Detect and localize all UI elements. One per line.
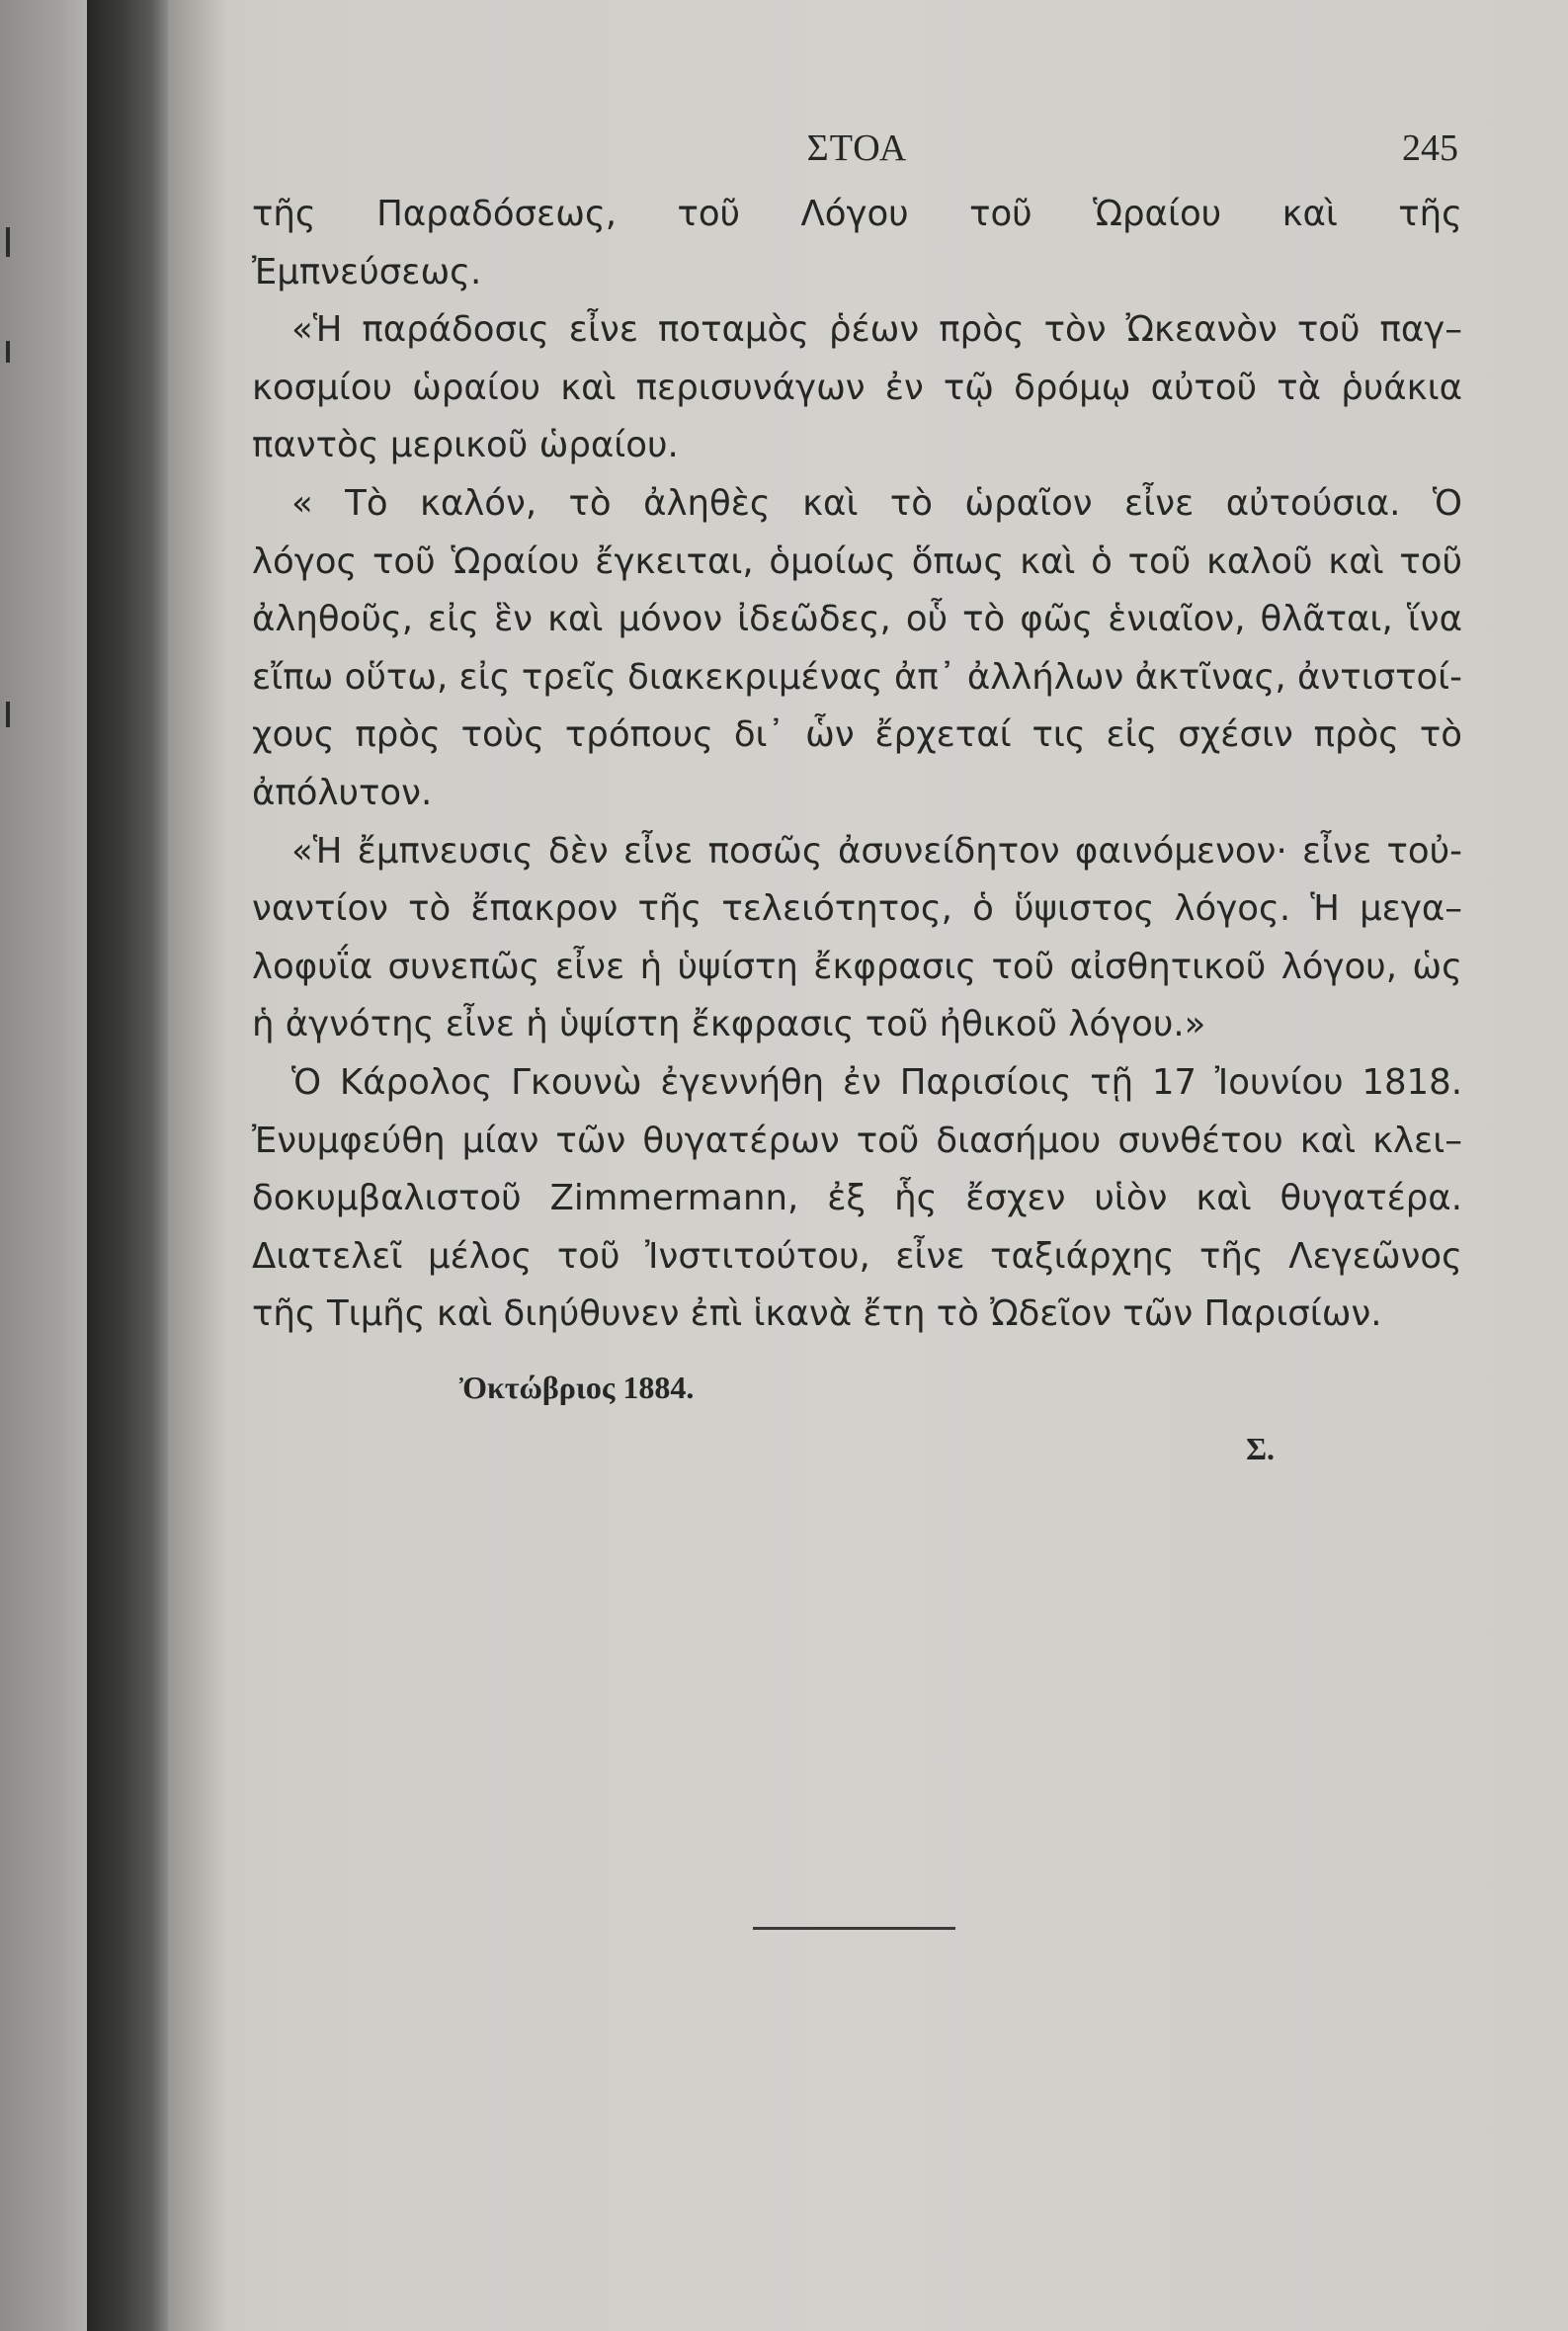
end-rule <box>753 1927 955 1930</box>
text-line: χους πρὸς τοὺς τρόπους δι᾽ ὧν ἔρχεταί τις εἰς σχέσιν πρὸς τὸ <box>252 714 1462 756</box>
text-line: « Τὸ καλόν, τὸ ἀληθὲς καὶ τὸ ὡραῖον εἶνε αὐτούσια. Ὁ <box>291 482 1462 524</box>
text-line: ναντίον τὸ ἔπακρον τῆς τελειότητος, ὁ ὕψιστος λόγος. Ἡ μεγα– <box>252 888 1462 930</box>
edge-mark <box>6 227 10 257</box>
text-line: δοκυμβαλιστοῦ Zimmermann, ἐξ ἧς ἔσχεν υἱὸν καὶ θυγατέρα. <box>252 1178 1462 1219</box>
text-line: παντὸς μερικοῦ ὡραίου. <box>252 425 679 466</box>
header-title: ΣΤΟΑ <box>806 127 908 169</box>
text-line: λόγος τοῦ Ὡραίου ἔγκειται, ὁμοίως ὅπως καὶ ὁ τοῦ καλοῦ καὶ τοῦ <box>252 541 1462 582</box>
text-line: λοφυΐα συνεπῶς εἶνε ἡ ὑψίστη ἔκφρασις τοῦ αἰσθητικοῦ λόγου, ὡς <box>252 946 1462 987</box>
text-line: Διατελεῖ μέλος τοῦ Ἰνστιτούτου, εἶνε ταξιάρχης τῆς Λεγεῶνος <box>252 1235 1462 1277</box>
body-text <box>252 186 1462 1344</box>
text-line: κοσμίου ὡραίου καὶ περισυνάγων ἐν τῷ δρόμῳ αὐτοῦ τὰ ῥυάκια <box>252 367 1462 408</box>
page-content <box>252 126 1462 1470</box>
text-line: Ἐνυμφεύθη μίαν τῶν θυγατέρων τοῦ διασήμου συνθέτου καὶ κλει– <box>252 1120 1462 1161</box>
text-line: «Ἡ ἔμπνευσις δὲν εἶνε ποσῶς ἀσυνείδητον φαινόμενον· εἶνε τοὐ- <box>291 830 1462 872</box>
text-line: Ὁ Κάρολος Γκουνὼ ἐγεννήθη ἐν Παρισίοις τῇ 17 Ἰουνίου 1818. <box>291 1061 1462 1103</box>
page-number: 245 <box>1402 127 1458 169</box>
edge-mark <box>6 702 10 727</box>
text-line: ἀληθοῦς, εἰς ἓν καὶ μόνον ἰδεῶδες, οὗ τὸ φῶς ἑνιαῖον, θλᾶται, ἵνα <box>252 599 1462 640</box>
text-line: ἀπόλυτον. <box>252 772 433 813</box>
author-signature: Σ. <box>1246 1430 1275 1466</box>
book-gutter <box>87 0 168 2331</box>
gutter-shadow <box>168 0 227 2331</box>
facing-page-edge <box>0 0 87 2331</box>
text-line: τῆς Παραδόσεως, τοῦ Λόγου τοῦ Ὡραίου καὶ τῆς <box>252 194 1462 234</box>
date-line: Ὀκτώβριος 1884. <box>459 1369 695 1405</box>
text-line: ἡ ἀγνότης εἶνε ἡ ὑψίστη ἔκφρασις τοῦ ἠθικοῦ λόγου.» <box>252 1004 1206 1045</box>
running-head <box>252 126 1462 186</box>
text-line: «Ἡ παράδοσις εἶνε ποταμὸς ῥέων πρὸς τὸν Ὠκεανὸν τοῦ παγ– <box>291 309 1462 351</box>
text-line: εἴπω οὕτω, εἰς τρεῖς διακεκριμένας ἀπ᾽ ἀλλήλων ἀκτῖνας, ἀντιστοί- <box>252 656 1462 698</box>
edge-mark <box>6 341 10 363</box>
text-line: Ἐμπνεύσεως. <box>252 251 482 292</box>
text-line: τῆς Τιμῆς καὶ διηύθυνεν ἐπὶ ἱκανὰ ἔτη τὸ Ὠδεῖον τῶν Παρισίων. <box>252 1293 1382 1335</box>
